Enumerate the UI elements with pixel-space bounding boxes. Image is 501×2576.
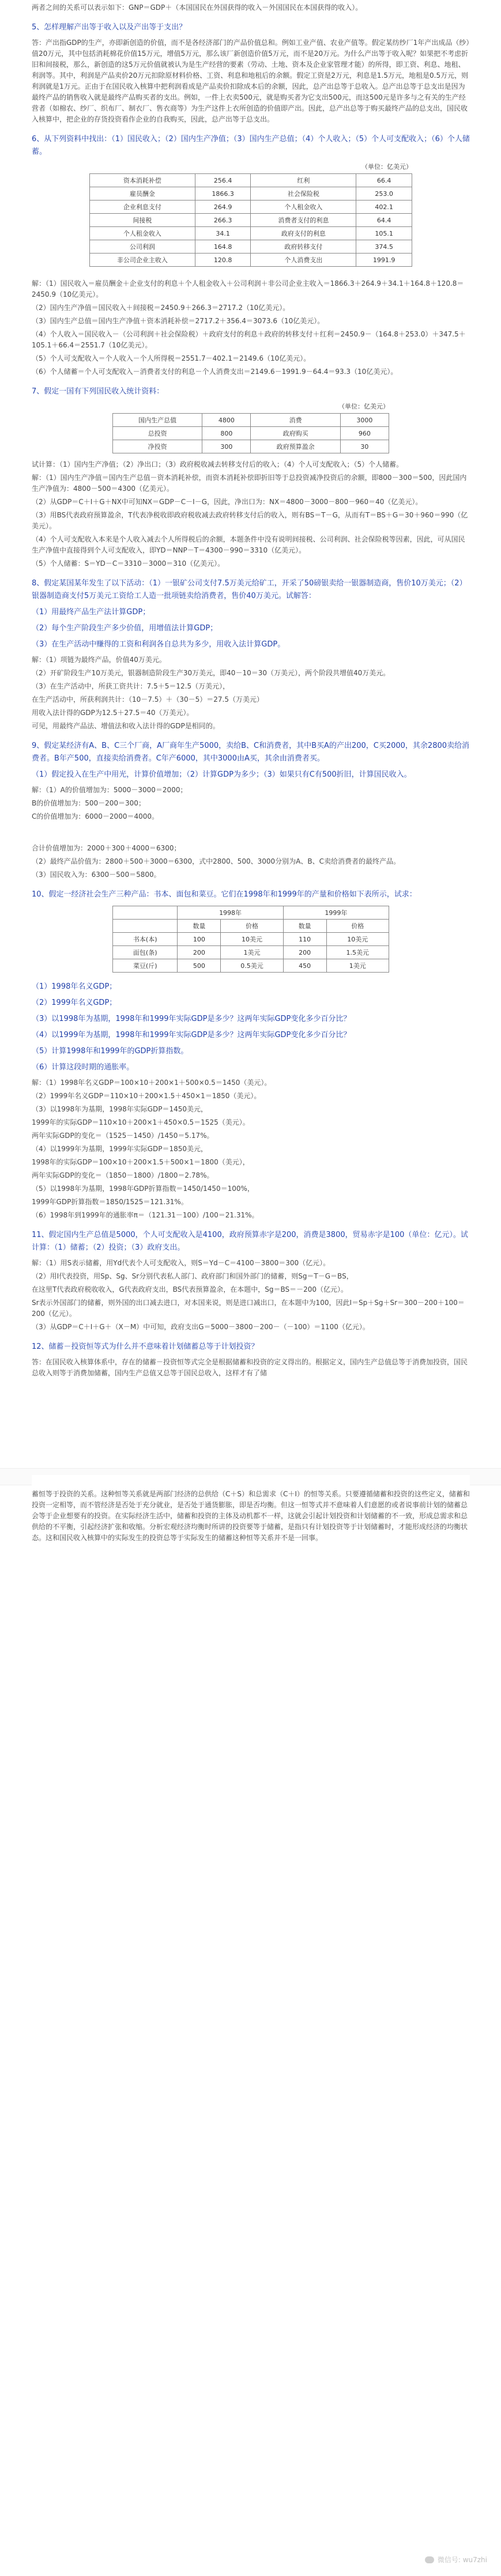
document-sheet-1 bbox=[32, 0, 470, 1475]
question-10-item: （1）1998年名义GDP； bbox=[32, 982, 117, 991]
question-7-unit: （单位：亿美元） bbox=[338, 403, 389, 410]
answer-line: （2）最终产品价值为：2800＋500＋3000＝6300，式中2800、500、3000分别为A、B、C卖给消费者的最终产品。 bbox=[32, 857, 400, 865]
question-10-item: （5）计算1998年和1999年的GDP折算指数。 bbox=[32, 1047, 189, 1056]
question-12 bbox=[32, 1341, 470, 1379]
question-10-item: （2）1999年名义GDP； bbox=[32, 998, 117, 1007]
intro-text: 两者之间的关系可以表示如下：GNP＝GDP＋（本国国民在外国获得的收入－外国国民在本国获得的收入）。 bbox=[32, 3, 363, 12]
answer-line: （5）个人储蓄：S＝YD－C＝3310－3000＝310（亿美元）。 bbox=[32, 559, 225, 568]
answer-line: C的价值增加为：6000－2000＝4000。 bbox=[32, 812, 159, 820]
answer-line: （2）开矿阶段生产10万美元，银器制造阶段生产30万美元，即40－10＝30（万美元），两个阶段共增值40万美元。 bbox=[32, 669, 390, 677]
answer-line: 解：（1）国民收入＝雇员酬金＋企业支付的利息＋个人租金收入＋公司利润＋非公司企业主收入＝1866.3＋264.9＋34.1＋164.8＋120.8＝2450.9（10亿美元）。 bbox=[32, 279, 464, 298]
question-6-title: 6、从下列资料中找出：（1）国民收入；（2）国内生产净值；（3）国内生产总值；（4）个人收入；（5）个人可支配收入；（6）个人储蓄。 bbox=[32, 135, 470, 156]
table-row: 非公司企业主收入 120.8 个人消费支出 1991.9 bbox=[90, 254, 412, 267]
question-5-title: 5、怎样理解产出等于收入以及产出等于支出？ bbox=[32, 23, 187, 32]
answer-line: （2）从GDP＝C＋I＋G＋NX中可知NX＝GDP－C－I－G，因此，净出口为：NX＝4800－3000－800－960＝40（亿美元）。 bbox=[32, 498, 423, 506]
question-10-item: （6）计算这段时期的通胀率。 bbox=[32, 1063, 134, 1072]
answer-line: 1998年的实际GDP＝100×10＋200×1.5＋500×1＝1800（美元）， bbox=[32, 1158, 250, 1166]
question-10 bbox=[32, 888, 470, 1221]
answer-line: 1999年的实际GDP＝110×10＋200×1＋450×0.5＝1525（美元）。 bbox=[32, 1118, 250, 1126]
answer-line: 用收入法计得的GDP为12.5＋27.5＝40（万美元）。 bbox=[32, 709, 194, 717]
answer-line: （6）个人储蓄＝个人可支配收入－消费者支付的利息－个人消费支出＝2149.6－1991.9－64.4＝93.3（10亿美元）。 bbox=[32, 368, 398, 376]
question-8-item: （2）每个生产阶段生产多少价值，用增值法计算GDP； bbox=[32, 624, 218, 633]
question-12-title: 12、储蓄－投资恒等式为什么并不意味着计划储蓄总等于计划投资？ bbox=[32, 1342, 259, 1351]
answer-line: 合计价值增加为：2000＋300＋4000＝6300； bbox=[32, 844, 181, 852]
question-10-item: （4）以1999年为基期，1998年和1999年实际GDP是多少？这两年实际GDP变化多少百分比？ bbox=[32, 1031, 351, 1039]
document-sheet-2 bbox=[32, 1475, 470, 2541]
table-header-row: 数量 价格 数量 价格 bbox=[113, 920, 389, 933]
question-12-answer-continued: 蓄恒等于投资的关系。这种恒等关系就是两部门经济的总供给（C＋S）和总需求（C＋I）的恒等关系。只要遵循储蓄和投资的这些定义，储蓄和投资一定相等，而不管经济是否处于充分就业，是否处于通货膨胀，即是否均衡。但这一恒等式并不意味着人们意愿的或者说事前计划的储蓄总会等于企业想要有的投资。在实际经济生活中，储蓄和投资的主体及动机都不一样，这就会引起计划投资和计划储蓄的不一致，形成总需求和总供给的不平衡，引起经济扩张和收缩。分析宏观经济均衡时所讲的投资要等于储蓄，是指只有计划投资等于计划储蓄时，才能形成经济的均衡状态。这和国民收入核算中的实际发生的投资总等于实际发生的储蓄这种恒等关系并不是一回事。 bbox=[32, 1490, 470, 1542]
answer-line: （5）个人可支配收入＝个人收入－个人所得税＝2551.7－402.1＝2149.6（10亿美元）。 bbox=[32, 354, 311, 362]
question-6-table bbox=[89, 173, 412, 267]
answer-line: （3）国民收入为：6300－500＝5800。 bbox=[32, 871, 161, 879]
answer-line: 解：（1）项链为最终产品，价值40万美元。 bbox=[32, 656, 166, 664]
answer-line: （3）在生产活动中，所获工资共计：7.5＋5＝12.5（万美元）， bbox=[32, 682, 230, 690]
answer-line: 在生产活动中，所获利润共计：（10－7.5）＋（30－5）＝27.5（万美元） bbox=[32, 695, 263, 703]
question-8 bbox=[32, 577, 470, 732]
answer-line: 解：（1）国内生产净值＝国内生产总值－资本消耗补偿，而资本消耗补偿即折旧等于总投资减净投资后的余额，即800－300＝500，因此国内生产净值为：4800－500＝4300（亿美元）。 bbox=[32, 474, 467, 493]
watermark-text: 微信号: wu7zhi bbox=[437, 2556, 487, 2564]
question-6 bbox=[32, 133, 470, 377]
wechat-watermark bbox=[425, 2555, 487, 2564]
question-7 bbox=[32, 385, 470, 569]
question-7-question: 试计算：（1）国内生产净值；（2）净出口；（3）政府税收减去转移支付后的收入；（4）个人可支配收入；（5）个人储蓄。 bbox=[32, 460, 404, 468]
table-row: 菜豆(斤) 500 0.5美元 450 1美元 bbox=[113, 959, 389, 973]
table-header-row: 1998年 1999年 bbox=[113, 906, 389, 920]
answer-line: （3）从GDP＝C＋I＋G＋（X－M）中可知，政府支出G＝5000－3800－200－（－100）＝1100（亿元）。 bbox=[32, 1323, 370, 1331]
wechat-icon bbox=[425, 2556, 434, 2563]
answer-line: B的价值增加为：500－200＝300； bbox=[32, 799, 145, 807]
question-5 bbox=[32, 21, 470, 125]
answer-line: （3）国内生产总值＝国内生产净值＋资本消耗补偿＝2717.2＋356.4＝3073.6（10亿美元）。 bbox=[32, 317, 325, 325]
question-7-table bbox=[112, 413, 389, 453]
answer-line: （2）1999年名义GDP＝110×10＋200×1.5＋450×1＝1850（美元）。 bbox=[32, 1092, 261, 1100]
table-row: 雇员酬金 1866.3 社会保险税 253.0 bbox=[90, 187, 412, 201]
table-row: 资本消耗补偿 256.4 红利 66.4 bbox=[90, 174, 412, 187]
question-8-item: （1）用最终产品生产法计算GDP； bbox=[32, 608, 150, 616]
answer-line: （4）以1999年为基期，1999年实际GDP＝1850美元， bbox=[32, 1145, 208, 1153]
answer-line: 解：（1）A的价值增加为：5000－3000＝2000； bbox=[32, 786, 187, 794]
answer-line: （2）用I代表投资，用Sp、Sg、Sr分别代表私人部门、政府部门和国外部门的储蓄，则Sg＝T－G＝BS， bbox=[32, 1272, 353, 1280]
question-8-title: 8、假定某国某年发生了以下活动：（1）一银矿公司支付7.5万美元给矿工，开采了50磅银卖给一银器制造商，售价10万美元；（2）银器制造商支付5万美元工资给工人造一批项链卖给消费者，售价40万美元。试解答： bbox=[32, 579, 467, 600]
table-row: 国内生产总值 4800 消费 3000 bbox=[113, 414, 389, 427]
table-row: 总投资 800 政府购买 960 bbox=[113, 427, 389, 440]
table-row: 间接税 266.3 消费者支付的利息 64.4 bbox=[90, 214, 412, 227]
answer-line: （6）1998年到1999年的通胀率π＝（121.31－100）/100＝21.31%。 bbox=[32, 1211, 259, 1219]
table-row: 面包(条) 200 1美元 200 1.5美元 bbox=[113, 946, 389, 959]
question-8-item: （3）在生产活动中赚得的工资和利润各自总共为多少，用收入法计算GDP。 bbox=[32, 640, 285, 649]
question-10-item: （3）以1998年为基期，1998年和1999年实际GDP是多少？这两年实际GDP变化多少百分比？ bbox=[32, 1015, 351, 1023]
question-9 bbox=[32, 740, 470, 880]
answer-line: （3）用BS代表政府预算盈余，T代表净税收即政府税收减去政府转移支付后的收入，则有BS＝T－G，从而有T＝BS＋G＝30＋960＝990（亿美元）。 bbox=[32, 511, 468, 530]
answer-line: 解：（1）用S表示储蓄，用Yd代表个人可支配收入，则S＝Yd－C＝4100－3800＝300（亿元）。 bbox=[32, 1259, 330, 1267]
question-11 bbox=[32, 1229, 470, 1333]
answer-line: （5）以1998年为基期，1998年GDP折算指数＝1450/1450＝100%， bbox=[32, 1185, 254, 1193]
question-10-table bbox=[112, 906, 389, 973]
question-9-title: 9、假定某经济有A、B、C三个厂商，A厂商年生产5000，卖给B、C和消费者，其中B买A的产出200，C买2000，其余2800卖给消费者。B年产500，直接卖给消费者。C年产6000，其中3000由A买，其余由消费者买。 bbox=[32, 742, 470, 763]
answer-line: Sr表示外国部门的储蓄，则外国的出口减去进口，对本国来说，则是进口减出口，在本题中为100，因此I＝Sp＋Sg＋Sr＝300－200＋100＝200（亿元）。 bbox=[32, 1299, 465, 1318]
question-12-answer: 答：在国民收入核算体系中，存在的储蓄－投资恒等式完全是根据储蓄和投资的定义得出的。根据定义，国内生产总值总等于消费加投资，国民总收入则等于消费加储蓄，国内生产总值又总等于国民总收入，这样才有了储 bbox=[32, 1358, 468, 1377]
question-7-title: 7、假定一国有下列国民收入统计资料： bbox=[32, 387, 164, 396]
answer-line: （4）个人收入＝国民收入－（公司利润＋社会保险税）＋政府支付的利息＋政府的转移支付＋红利＝2450.9－（164.8＋253.0）＋347.5＋105.1＋66.4＝2551.7（10亿美元）。 bbox=[32, 330, 466, 349]
answer-line: 两年实际GDP的变化＝（1850－1800）/1800＝2.78%。 bbox=[32, 1171, 214, 1179]
answer-line: 1999年GDP折算指数＝1850/1525＝121.31%。 bbox=[32, 1198, 188, 1206]
question-5-answer: 答：产出指GDP的生产，亦即新创造的价值，而不是各经济部门的产品价值总和。例如工业产值、农业产值等。假定某纺纱厂1年产出成品（纱）值20万元，其中包括消耗棉花价值15万元，增值5万元，那么该厂新创造价值5万元，而不是20万元。为什么产出等于收入呢？如果把不考虑折旧和间接税，那么，新创造的这5万元价值就被认为是生产经营的要素（劳动、土地、资本及企业家管理才能）的所得，即工资、利息、地租、利润等。其中，利润是产品卖价20万元扣除原材料价格、工资、利息和地租后的余额。假定工资是2万元，利息是1.5万元，地租是0.5万元，则利润就是1万元。正由于在国民收入核算中把利润看成是产品卖价扣除成本后的余额，因此，总产出总等于总收入。总产出总等于总支出是因为最终产品的销售收入就是最终产品购买者的支出。例如，一件上衣卖500元，就是购买者为它支出500元，而这500元是许多与之有关的生产经营者（如棉农、纱厂、织布厂、制衣厂、售衣商等）为生产这件上衣所创造的价值即产出。因此，总产出总等于购买最终产品的总支出，国民收入核算中，把企业的存货投资看作企业的自我购买，因此，总产出等于总支出。 bbox=[32, 39, 470, 123]
answer-line: 可见，用最终产品法、增值法和收入法计得的GDP是相同的。 bbox=[32, 722, 220, 730]
question-9-item: （1）假定投入在生产中用光，计算价值增加；（2）计算GDP为多少；（3）如果只有C有500折旧，计算国民收入。 bbox=[32, 770, 412, 779]
question-10-title: 10、假定一经济社会生产三种产品：书本、面包和菜豆。它们在1998年和1999年的产量和价格如下表所示，试求： bbox=[32, 890, 417, 899]
table-row: 书本(本) 100 10美元 110 10美元 bbox=[113, 933, 389, 946]
answer-line: 在这里T代表政府税收收入，G代表政府支出，BS代表预算盈余，在本题中，Sg＝BS＝－200（亿元）。 bbox=[32, 1285, 348, 1293]
answer-line: （3）以1998年为基期，1998年实际GDP＝1450美元， bbox=[32, 1105, 208, 1113]
answer-line: （4）个人可支配收入本来是个人收入减去个人所得税后的余额，本题条件中没有说明间接税、公司利润、社会保险税等因素，因此，可从国民生产净值中直接得到个人可支配收入，即YD＝NNP－T＝4300－990＝3310（亿美元）。 bbox=[32, 535, 465, 554]
table-row: 公司利润 164.8 政府转移支付 374.5 bbox=[90, 240, 412, 254]
question-11-title: 11、假定国内生产总值是5000，个人可支配收入是4100，政府预算赤字是200，消费是3800，贸易赤字是100（单位：亿元）。试计算：（1）储蓄；（2）投资；（3）政府支出。 bbox=[32, 1231, 468, 1252]
table-row: 企业利息支付 264.9 个人租金收入 402.1 bbox=[90, 201, 412, 214]
answer-line: （2）国内生产净值＝国民收入＋间接税＝2450.9＋266.3＝2717.2（10亿美元）。 bbox=[32, 304, 290, 312]
table-row: 个人租金收入 34.1 政府支付的利息 105.1 bbox=[90, 227, 412, 240]
answer-line: 解：（1）1998年名义GDP＝100×10＋200×1＋500×0.5＝1450（美元）。 bbox=[32, 1079, 272, 1087]
table-row: 净投资 300 政府预算盈余 30 bbox=[113, 440, 389, 453]
answer-line: 两年实际GDP的变化＝（1525－1450）/1450＝5.17%。 bbox=[32, 1132, 214, 1140]
question-6-unit: （单位：亿美元） bbox=[361, 163, 412, 171]
